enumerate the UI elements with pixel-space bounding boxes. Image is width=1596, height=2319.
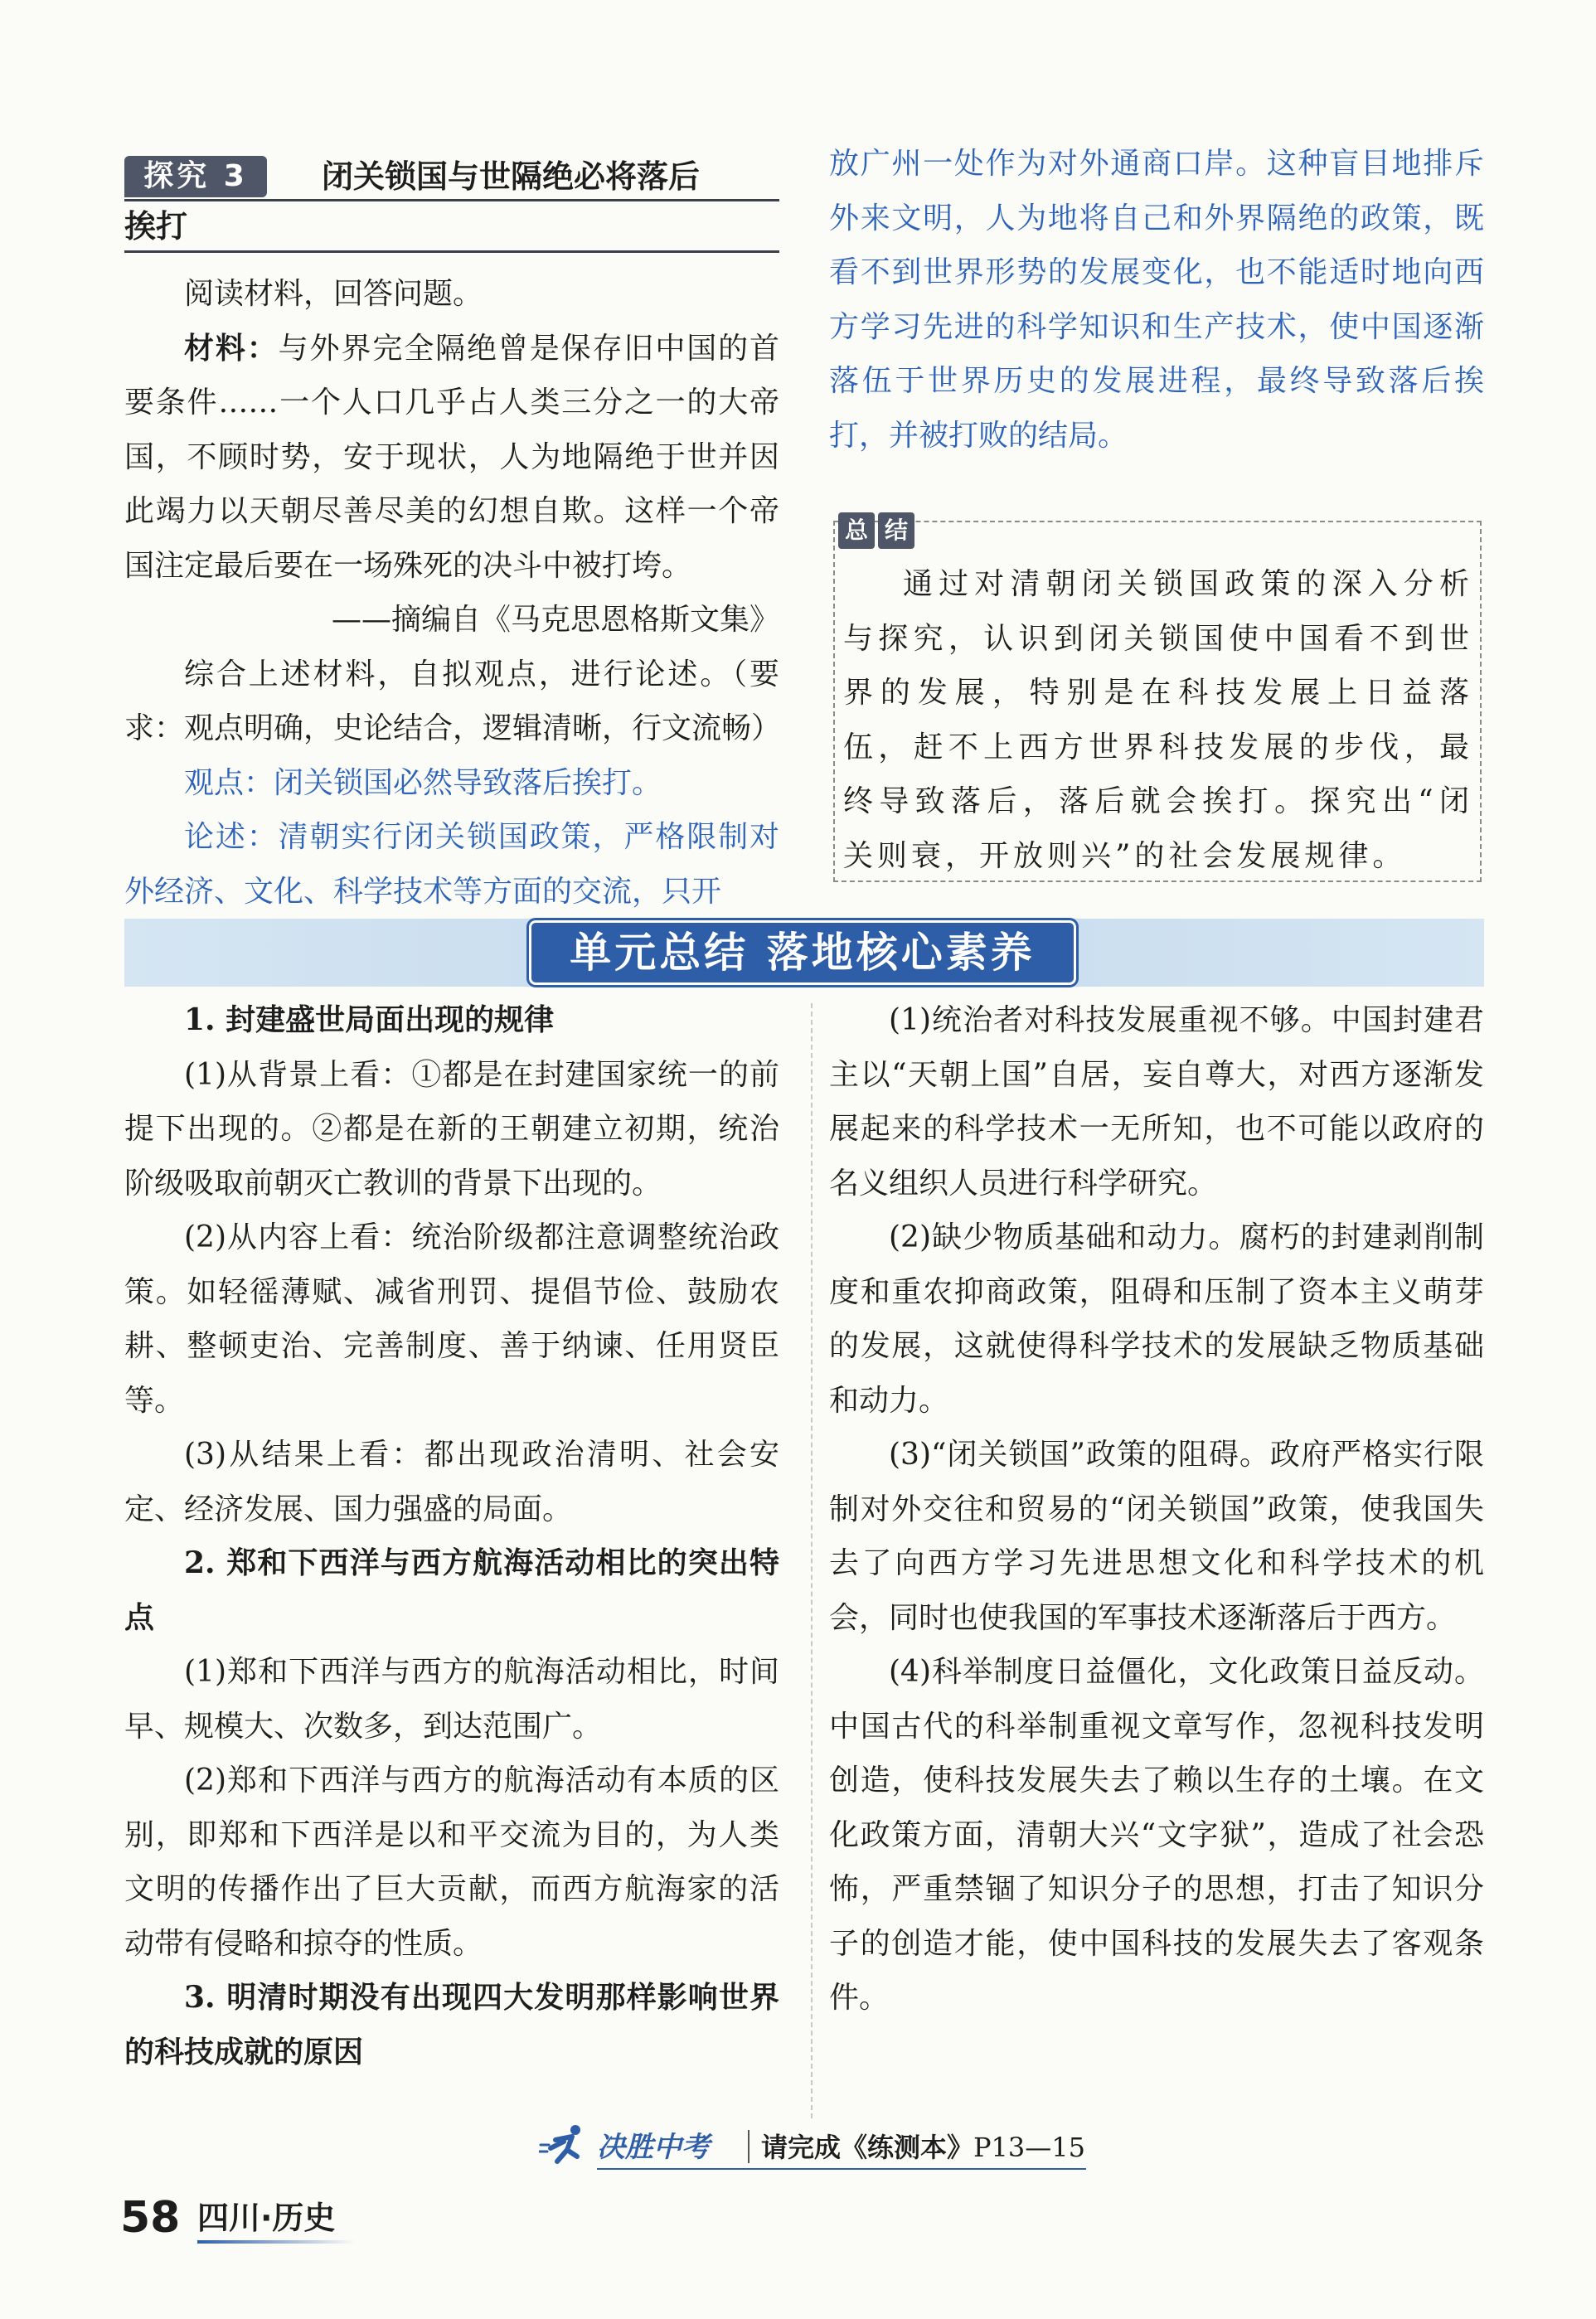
explore-header (124, 156, 779, 245)
paragraph: (3)从结果上看：都出现政治清明、社会安定、经济发展、国力强盛的局面。 (124, 1438, 779, 1526)
divider (124, 199, 779, 201)
explore-badge: 探究 3 (124, 156, 267, 197)
task-text: 综合上述材料，自拟观点，进行论述。（要求：观点明确，史论结合，逻辑清晰，行文流畅） (124, 657, 782, 745)
material-label: 材料： (184, 330, 279, 366)
answer-argument-part1: 论述：清朝实行闭关锁国政策，严格限制对外经济、文化、科学技术等方面的交流，只开 (124, 820, 779, 909)
material-paragraph (124, 322, 779, 594)
divider (124, 250, 779, 253)
explore-title: 闭关锁国与世隔绝必将落后 (322, 158, 701, 195)
paragraph: (4)科举制度日益僵化，文化政策日益反动。中国古代的科举制重视文章写作，忽视科技发明创造，使科技发展失去了赖以生存的土壤。在文化政策方面，清朝大兴“文字狱”，造成了社会恐怖，严重禁锢了知识分子的思想，打击了知识分子的创造才能，使中国科技的发展失去了客观条件。 (829, 1655, 1484, 2015)
left-top-column (124, 267, 782, 919)
summary-tag-char: 总 (838, 512, 875, 549)
answer-argument-part2: 放广州一处作为对外通商口岸。这种盲目地排斥外来文明，人为地将自己和外界隔绝的政策，既看不到世界形势的发展变化，也不能适时地向西方学习先进的科学知识和生产技术，使中国逐渐落伍于世界历史的发展进程，最终导致落后挨打，并被打败的结局。 (829, 147, 1484, 453)
runner-icon (539, 2123, 592, 2170)
column-divider (811, 1003, 813, 2118)
explore-title-continued: 挨打 (124, 208, 188, 245)
summary-box (833, 517, 1482, 882)
left-bottom-column (124, 993, 779, 2079)
section-heading: 2. 郑和下西洋与西方航海活动相比的突出特点 (124, 1545, 779, 1635)
section-banner (124, 919, 1484, 987)
section-heading: 3. 明清时期没有出现四大发明那样影响世界的科技成就的原因 (124, 1980, 779, 2069)
footer-brand: 决胜中考 (597, 2131, 710, 2164)
paragraph: (2)缺少物质基础和动力。腐朽的封建剥削制度和重农抑商政策，阻碍和压制了资本主义萌芽的发展，这就使得科学技术的发展缺乏物质基础和动力。 (829, 1220, 1484, 1418)
paragraph: (1)从背景上看：①都是在封建国家统一的前提下出现的。②都是在新的王朝建立初期，统治阶级吸取前朝灭亡教训的背景下出现的。 (124, 1057, 779, 1201)
right-top-column (829, 137, 1484, 463)
paragraph: (2)郑和下西洋与西方的航海活动有本质的区别，即郑和下西洋是以和平交流为目的，为人类文明的传播作出了巨大贡献，而西方航海家的活动带有侵略和掠夺的性质。 (124, 1764, 779, 1961)
paragraph: (3)“闭关锁国”政策的阻碍。政府严格实行限制对外交往和贸易的“闭关锁国”政策，使我国失去了向西方学习先进思想文化和科学技术的机会，同时也使我国的军事技术逐渐落后于西方。 (829, 1438, 1484, 1635)
divider (748, 2130, 749, 2163)
summary-tag (838, 512, 914, 552)
paragraph: (1)统治者对科技发展重视不够。中国封建君主以“天朝上国”自居，妄自尊大，对西方逐渐发展起来的科学技术一无所知，也不可能以政府的名义组织人员进行科学研究。 (829, 1003, 1484, 1201)
material-text: 与外界完全隔绝曾是保存旧中国的首要条件……一个人口几乎占人类三分之一的大帝国，不顾时势，安于现状，人为地隔绝于世并因此竭力以天朝尽善尽美的幻想自欺。这样一个帝国注定最后要在一场殊死的决斗中被打垮。 (124, 331, 779, 583)
page-number: 58 (120, 2193, 181, 2243)
banner-title: 单元总结 落地核心素养 (529, 920, 1076, 985)
page-tag-underline (197, 2240, 355, 2244)
paragraph: (2)从内容上看：统治阶级都注意调整统治政策。如轻徭薄赋、减省刑罚、提倡节俭、鼓励农耕、整顿吏治、完善制度、善于纳谏、任用贤臣等。 (124, 1220, 779, 1418)
summary-tag-char: 结 (878, 512, 914, 549)
answer-viewpoint: 观点：闭关锁国必然导致落后挨打。 (184, 765, 662, 800)
right-bottom-column (829, 993, 1484, 2025)
summary-text: 通过对清朝闭关锁国政策的深入分析与探究，认识到闭关锁国使中国看不到世界的发展，特别是在科技发展上日益落伍，赶不上西方世界科技发展的步伐，最终导致落后，落后就会挨打。探究出“闭关则衰，开放则兴”的社会发展规律。 (843, 567, 1473, 873)
page-tag: 四川·历史 (197, 2200, 336, 2236)
section-heading: 1. 封建盛世局面出现的规律 (184, 1002, 555, 1037)
footer-banner (539, 2118, 1086, 2176)
material-source: ——摘编自《马克思恩格斯文集》 (331, 603, 779, 637)
instruction-text: 阅读材料，回答问题。 (184, 277, 483, 311)
divider (597, 2168, 1086, 2170)
footer-task (761, 2127, 1085, 2168)
footer-task-pages: P13—15 (973, 2132, 1085, 2163)
paragraph: (1)郑和下西洋与西方的航海活动相比，时间早、规模大、次数多，到达范围广。 (124, 1655, 779, 1744)
footer-task-label: 请完成《练测本》 (761, 2132, 974, 2163)
